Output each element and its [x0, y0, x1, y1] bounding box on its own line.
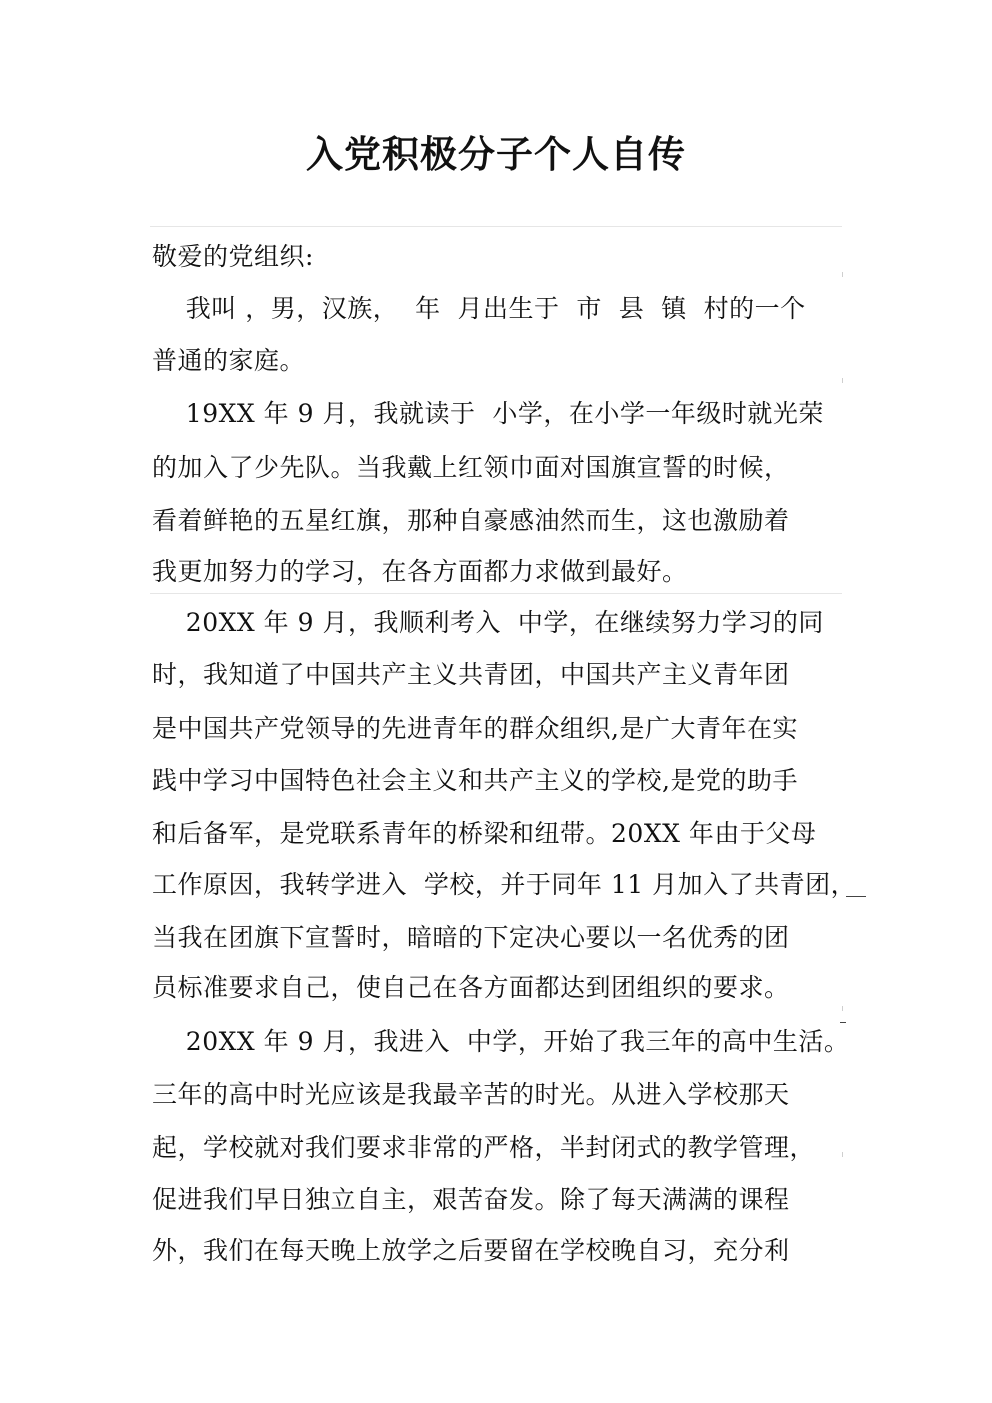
margin-tick: [842, 272, 843, 277]
paragraph-line: 20XX 年 9 月，我进入 中学，开始了我三年的高中生活。: [152, 1027, 850, 1056]
paragraph-line: 工作原因，我转学进入 学校，并于同年 11 月加入了共青团，: [152, 870, 857, 899]
margin-mark: [846, 896, 866, 897]
section-divider: [150, 593, 842, 594]
paragraph-line: 的加入了少先队。当我戴上红领巾面对国旗宣誓的时候，: [152, 453, 790, 482]
paragraph-line: 起，学校就对我们要求非常的严格，半封闭式的教学管理，: [152, 1133, 816, 1162]
paragraph-line: 员标准要求自己，使自己在各方面都达到团组织的要求。: [152, 973, 790, 1002]
margin-tick: [842, 1006, 843, 1011]
header-divider: [150, 226, 842, 227]
paragraph-line: 是中国共产党领导的先进青年的群众组织,是广大青年在实: [152, 714, 798, 743]
document-title: 入党积极分子个人自传: [306, 132, 686, 176]
paragraph-line: 我更加努力的学习，在各方面都力求做到最好。: [152, 557, 688, 586]
margin-tick: [842, 378, 843, 383]
margin-mark: [840, 1022, 846, 1023]
paragraph-line: 我叫 ，男，汉族， 年 月出生于 市 县 镇 村的一个: [152, 294, 806, 323]
paragraph-line: 19XX 年 9 月，我就读于 小学，在小学一年级时就光荣: [152, 399, 824, 428]
paragraph-line: 当我在团旗下宣誓时，暗暗的下定决心要以一名优秀的团: [152, 923, 790, 952]
paragraph-line: 20XX 年 9 月，我顺利考入 中学，在继续努力学习的同: [152, 608, 824, 637]
paragraph-line: 促进我们早日独立自主，艰苦奋发。除了每天满满的课程: [152, 1185, 790, 1214]
paragraph-line: 外，我们在每天晚上放学之后要留在学校晚自习，充分利: [152, 1236, 790, 1265]
paragraph-line: 看着鲜艳的五星红旗，那种自豪感油然而生，这也激励着: [152, 506, 790, 535]
paragraph-line: 三年的高中时光应该是我最辛苦的时光。从进入学校那天: [152, 1080, 790, 1109]
paragraph-line: 时，我知道了中国共产主义共青团，中国共产主义青年团: [152, 660, 790, 689]
paragraph-line: 践中学习中国特色社会主义和共产主义的学校,是党的助手: [152, 766, 798, 795]
paragraph-line: 和后备军，是党联系青年的桥梁和纽带。20XX 年由于父母: [152, 819, 817, 848]
paragraph-line: 普通的家庭。: [152, 346, 306, 375]
salutation: 敬爱的党组织:: [152, 242, 314, 271]
margin-tick: [842, 1152, 843, 1157]
